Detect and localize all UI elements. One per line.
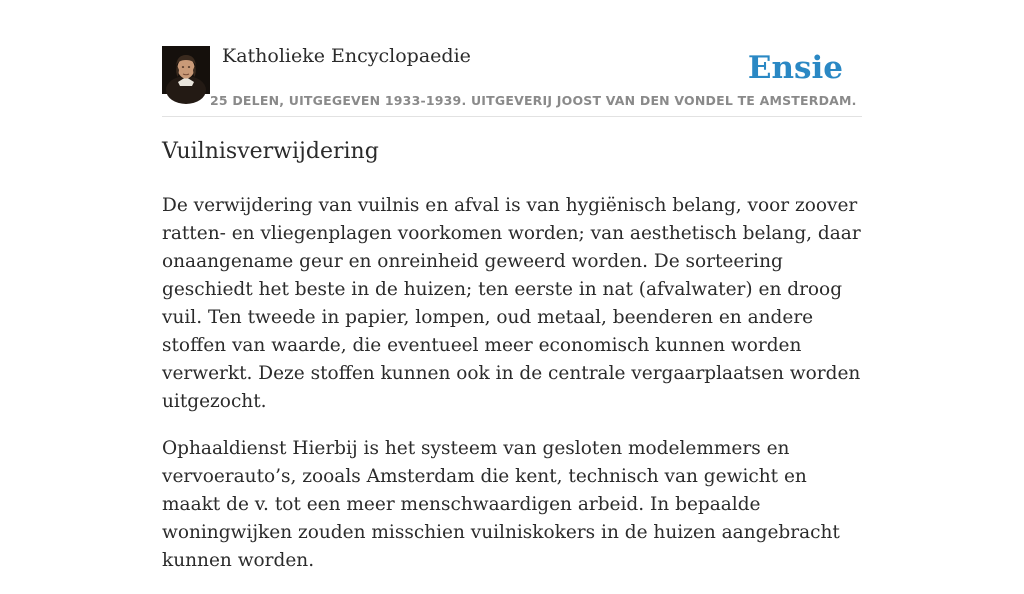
- publication-header: [162, 0, 862, 117]
- article-body: [162, 192, 862, 594]
- article-title: Vuilnisverwijdering: [162, 139, 379, 164]
- publication-title[interactable]: Katholieke Encyclopaedie: [222, 45, 471, 67]
- portrait-avatar-icon[interactable]: [162, 46, 210, 94]
- article-paragraph: Ophaaldienst Hierbij is het systeem van gesloten modelemmers en vervoerauto’s, zooals Amsterdam die kent, technisch van gewicht en maakt de v. tot een meer menschwaardigen arbeid. In bepaalde woningwijken zouden misschien vuilniskokers in de huizen aangebracht kunnen worden.: [162, 438, 840, 571]
- article-paragraph: De verwijdering van vuilnis en afval is van hygiënisch belang, voor zoover ratten- en vliegenplagen voorkomen worden; van aesthetisch belang, daar onaangename geur en onreinheid geweerd worden. De sorteering geschiedt het beste in de huizen; ten eerste in nat (afvalwater) en droog vuil. Ten tweede in papier, lompen, oud metaal, beenderen en andere stoffen van waarde, die eventueel meer economisch kunnen worden verwerkt. Deze stoffen kunnen ook in de centrale vergaarplaatsen worden uitgezocht.: [162, 195, 861, 412]
- page: [162, 0, 862, 571]
- publication-subtitle: 25 DELEN, UITGEGEVEN 1933-1939. UITGEVERIJ JOOST VAN DEN VONDEL TE AMSTERDAM.: [210, 93, 857, 108]
- brand-logo-link[interactable]: Ensie: [747, 50, 843, 86]
